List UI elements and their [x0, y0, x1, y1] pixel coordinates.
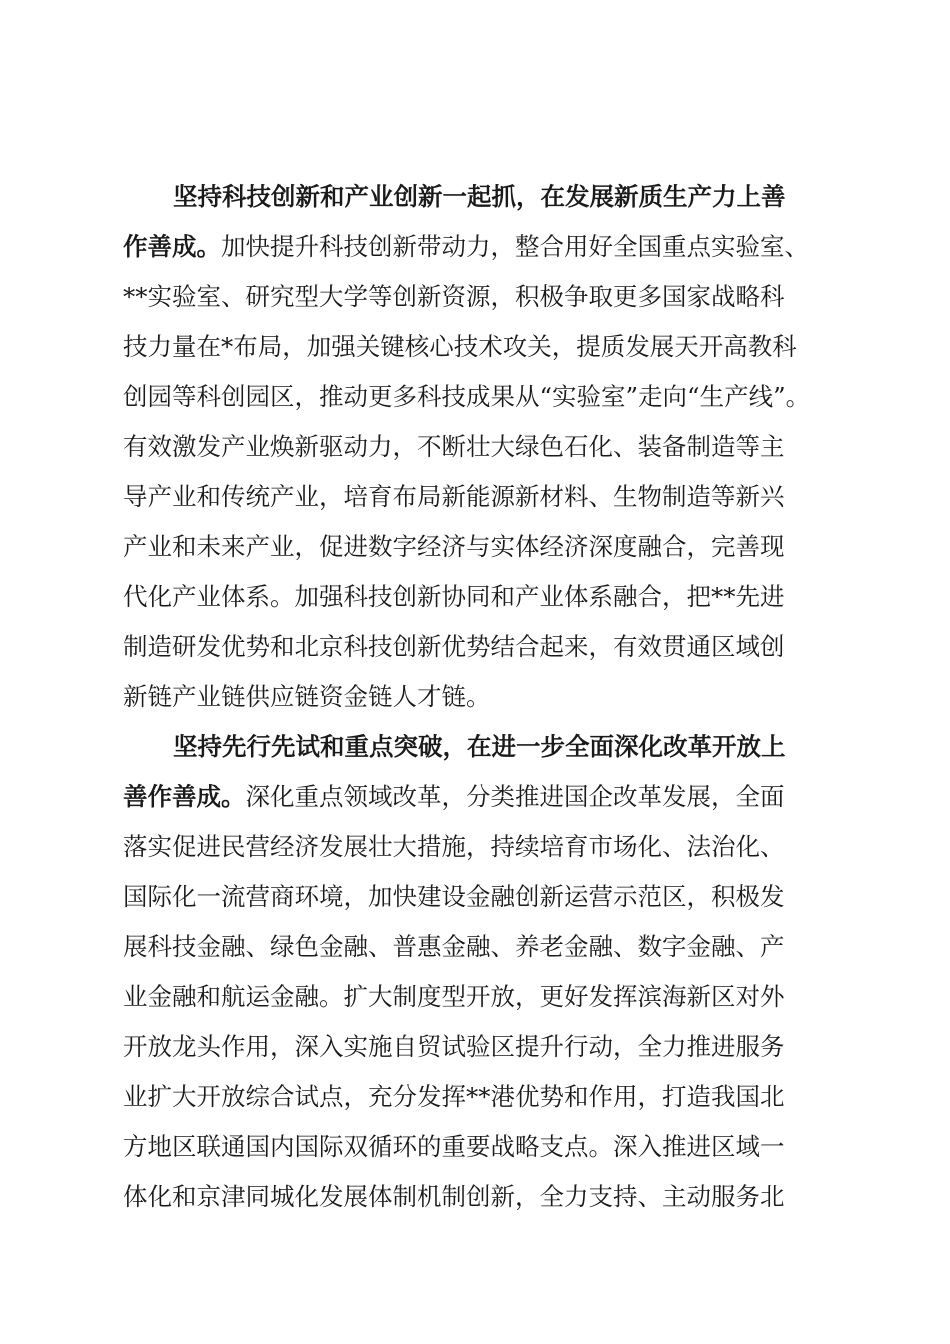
paragraph-text-line: **实验室、研究型大学等创新资源，积极争取更多国家战略科	[123, 282, 785, 311]
paragraph-text-line: 业扩大开放综合试点，充分发挥**港优势和作用，打造我国北	[123, 1082, 785, 1111]
paragraph-text-line: 加快提升科技创新带动力，整合用好全国重点实验室、	[221, 232, 809, 261]
paragraph-text-line: 制造研发优势和北京科技创新优势结合起来，有效贯通区域创	[123, 632, 785, 661]
paragraph-reform-opening	[123, 722, 831, 1222]
paragraph-text-line: 创园等科创园区，推动更多科技成果从“实验室”走向“生产线”。	[123, 382, 811, 411]
paragraph-text-line: 国际化一流营商环境，加快建设金融创新运营示范区，积极发	[123, 882, 785, 911]
paragraph-text-line: 业金融和航运金融。扩大制度型开放，更好发挥滨海新区对外	[123, 982, 785, 1011]
paragraph-text-line: 新链产业链供应链资金链人才链。	[123, 682, 491, 711]
paragraph-heading: 坚持先行先试和重点突破，在进一步全面深化改革开放上	[173, 732, 786, 761]
paragraph-text-line: 开放龙头作用，深入实施自贸试验区提升行动，全力推进服务	[123, 1032, 785, 1061]
paragraph-heading: 善作善成。	[123, 782, 246, 811]
paragraph-text-line: 技力量在*布局，加强关键核心技术攻关，提质发展天开高教科	[123, 332, 797, 361]
paragraph-heading: 坚持科技创新和产业创新一起抓，在发展新质生产力上善	[173, 182, 786, 211]
document-body	[123, 172, 831, 1222]
paragraph-tech-innovation	[123, 172, 831, 722]
paragraph-text-line: 代化产业体系。加强科技创新协同和产业体系融合，把**先进	[123, 582, 785, 611]
paragraph-text-line: 深化重点领域改革，分类推进国企改革发展，全面	[245, 782, 785, 811]
paragraph-heading: 作善成。	[123, 232, 221, 261]
paragraph-text-line: 落实促进民营经济发展壮大措施，持续培育市场化、法治化、	[123, 832, 785, 861]
paragraph-text-line: 导产业和传统产业，培育布局新能源新材料、生物制造等新兴	[123, 482, 785, 511]
paragraph-text-line: 展科技金融、绿色金融、普惠金融、养老金融、数字金融、产	[123, 932, 785, 961]
paragraph-text-line: 产业和未来产业，促进数字经济与实体经济深度融合，完善现	[123, 532, 785, 561]
paragraph-text-line: 体化和京津同城化发展体制机制创新，全力支持、主动服务北	[123, 1182, 785, 1211]
paragraph-text-line: 方地区联通国内国际双循环的重要战略支点。深入推进区域一	[123, 1132, 785, 1161]
paragraph-text-line: 有效激发产业焕新驱动力，不断壮大绿色石化、装备制造等主	[123, 432, 785, 461]
